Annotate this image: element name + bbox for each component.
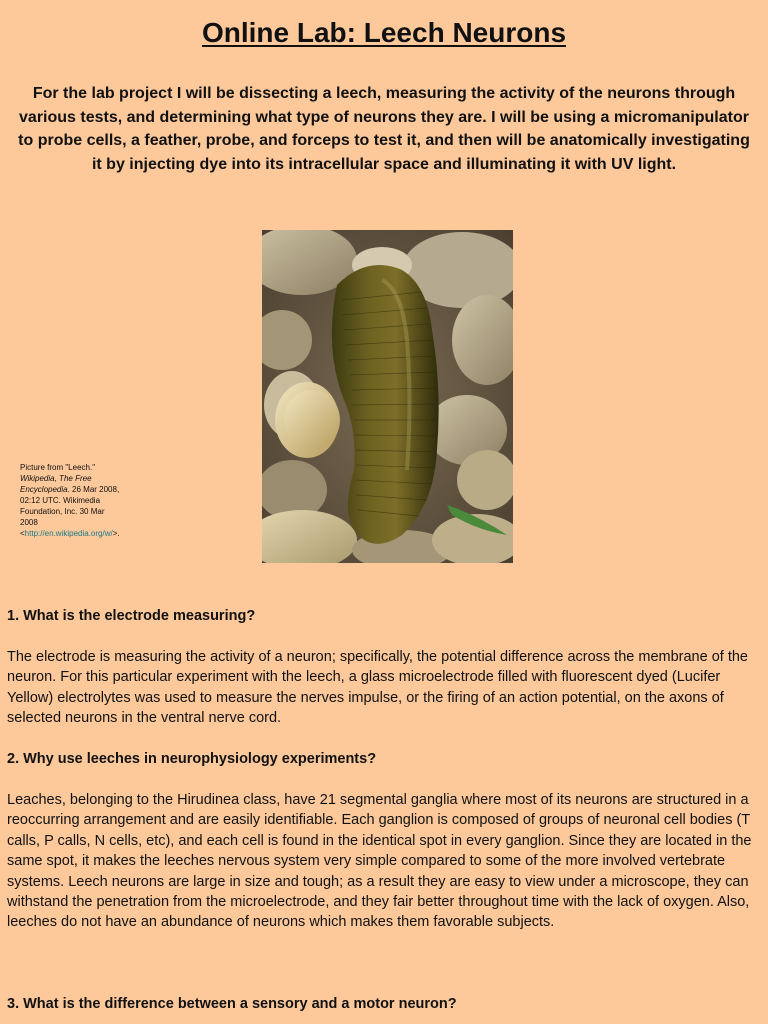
answer-2: Leaches, belonging to the Hirudinea class, have 21 segmental ganglia where most of its neurons are structured in a reoccurring arrangement and are easily identifiable. Each ganglion is composed of groups of neuronal cell bodies (T calls, P calls, N cells, etc), and each cell is found in the identical spot in every ganglion. Since they are located in the same spot, it makes the leeches nervous system very simple compared to some of the more involved vertebrate systems. Leech neurons are large in size and tough; as a result they are easy to view under a microscope, they can withstand the penetration from the microelectrode, and they fair better throughout time with the lack of oxygen. Also, leeches do not have an abundance of neurons which makes them favorable subjects. [7,792,752,931]
intro-paragraph: For the lab project I will be dissecting a leech, measuring the activity of the neurons through various tests, and determining what type of neurons they are. I will be using a micromanipulator to probe cells, a feather, probe, and forceps to test it, and then will be anatomically investigating it by injecting dye into its intracellular space and illuminating it with UV light. [18,85,750,173]
caption-date: . 26 Mar 2008, 02:12 UTC. Wikimedia Foundation, Inc. 30 Mar 2008 < [20,485,120,538]
leech-photo [262,230,513,563]
image-caption [20,462,120,539]
caption-end: >. [112,529,120,538]
caption-line1: Picture from "Leech." [20,463,96,472]
caption-source: Wikipedia, The Free Encyclopedia [20,474,92,494]
question-1: 1. What is the electrode measuring? [7,608,256,624]
page-title: Online Lab: Leech Neurons [201,17,567,48]
caption-link[interactable]: http://en.wikipedia.org/w/ [24,529,113,538]
question-2: 2. Why use leeches in neurophysiology experiments? [7,751,377,767]
question-3: 3. What is the difference between a sensory and a motor neuron? [7,996,457,1012]
answer-1: The electrode is measuring the activity of a neuron; specifically, the potential difference across the membrane of the neuron. For this particular experiment with the leech, a glass microelectrode filled with fluorescent dyed (Lucifer Yellow) electrolytes was used to measure the nerves impulse, or the firing of an action potential, on the axons of selected neurons in the ventral nerve cord. [7,649,748,727]
